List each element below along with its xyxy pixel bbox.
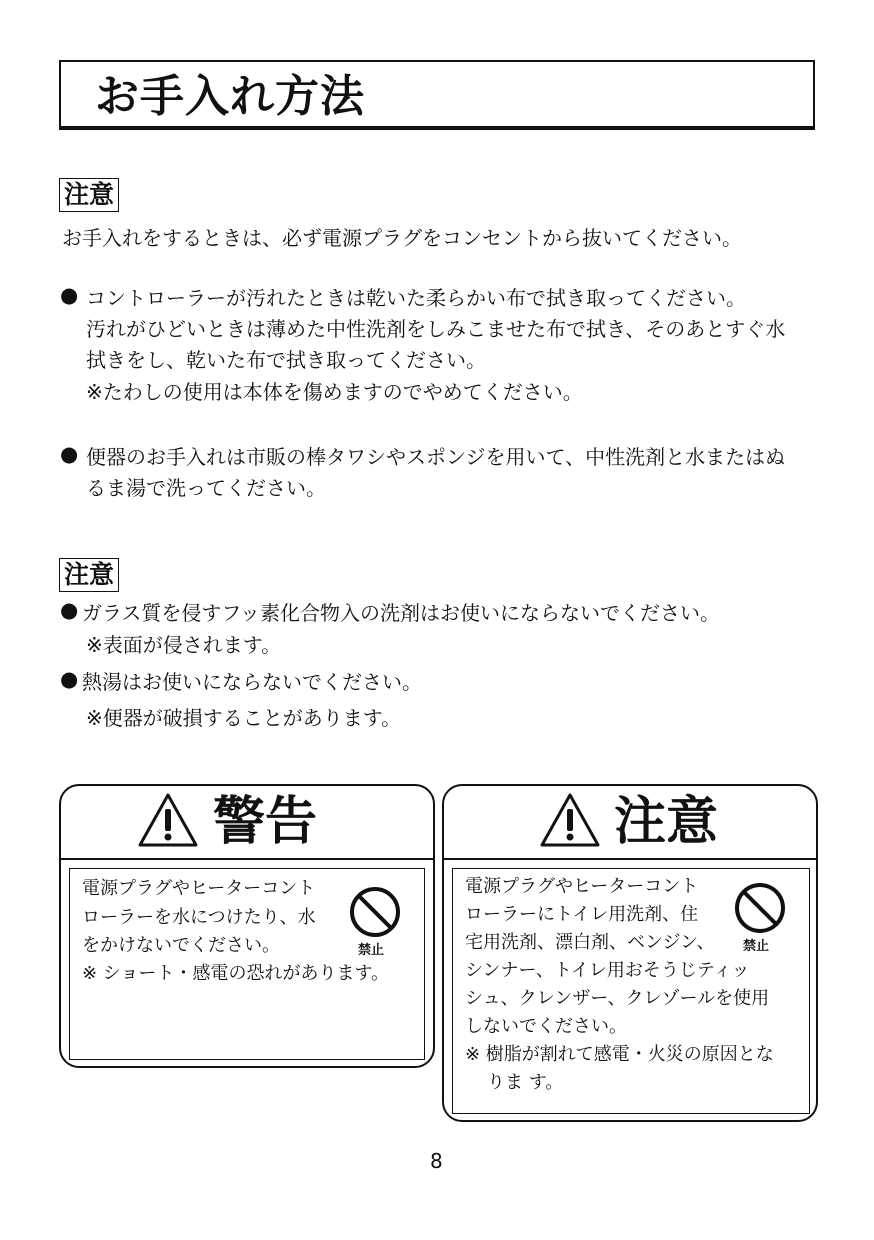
bullet-text: 熱湯はお使いにならないでください。 bbox=[82, 670, 422, 694]
warning-panel-header bbox=[61, 786, 433, 860]
bullet-text: るま湯で洗ってください。 bbox=[86, 476, 326, 500]
warning-text: ローラーを水につけたり、水 bbox=[82, 907, 316, 928]
prohibited-icon bbox=[733, 881, 787, 935]
caution-panel-header bbox=[444, 786, 816, 860]
caution-text: シュ、クレンザー、クレゾールを使用 bbox=[465, 988, 770, 1009]
bullet-marker: ● bbox=[60, 283, 79, 307]
warning-text: 電源プラグやヒーターコント bbox=[82, 878, 316, 899]
prohibit-label: 禁止 bbox=[358, 943, 385, 958]
bullet-text: 汚れがひどいときは薄めた中性洗剤をしみこませた布で拭き、そのあとすぐ水 bbox=[86, 317, 786, 341]
caution-text: シンナー、トイレ用おそうじティッ bbox=[465, 960, 750, 981]
intro-text: お手入れをするときは、必ず電源プラグをコンセントから抜いてください。 bbox=[62, 226, 742, 250]
bullet-text: ガラス質を侵すフッ素化合物入の洗剤はお使いにならないでください。 bbox=[82, 601, 720, 625]
warning-note: ※ ショート・感電の恐れがあります。 bbox=[82, 963, 390, 984]
caution-label: 注意 bbox=[59, 558, 119, 592]
bullet-text: 拭きをし、乾いた布で拭き取ってください。 bbox=[86, 348, 486, 372]
warning-triangle-icon bbox=[137, 792, 199, 848]
caution-text: しないでください。 bbox=[465, 1016, 627, 1037]
bullet-marker: ● bbox=[60, 598, 79, 622]
page-number: 8 bbox=[430, 1149, 443, 1173]
caution-note: りま す。 bbox=[487, 1072, 564, 1093]
caution-label: 注意 bbox=[59, 178, 119, 212]
bullet-text: 便器のお手入れは市販の棒タワシやスポンジを用いて、中性洗剤と水またはぬ bbox=[86, 445, 786, 469]
bullet-text: コントローラーが汚れたときは乾いた柔らかい布で拭き取ってください。 bbox=[86, 286, 746, 310]
page-title: お手入れ方法 bbox=[95, 71, 365, 122]
warning-text: をかけないでください。 bbox=[82, 935, 280, 956]
bullet-note: ※表面が侵されます。 bbox=[86, 633, 282, 657]
warning-triangle-icon bbox=[539, 792, 601, 848]
warning-panel bbox=[59, 784, 435, 1068]
bullet-marker: ● bbox=[60, 667, 79, 691]
caution-note: ※ 樹脂が割れて感電・火災の原因とな bbox=[465, 1044, 774, 1065]
bullet-note: ※便器が破損することがあります。 bbox=[86, 706, 402, 730]
bullet-marker: ● bbox=[60, 442, 79, 466]
caution-panel bbox=[442, 784, 818, 1122]
warning-panel-body bbox=[69, 868, 425, 1060]
title-box bbox=[59, 60, 815, 130]
caution-heading: 注意 bbox=[614, 792, 719, 852]
caution-panel-body bbox=[452, 868, 810, 1114]
bullet-note: ※たわしの使用は本体を傷めますのでやめてください。 bbox=[86, 380, 583, 404]
warning-heading: 警告 bbox=[213, 792, 318, 852]
prohibit-label: 禁止 bbox=[743, 939, 770, 954]
caution-text: ローラーにトイレ用洗剤、住 bbox=[465, 904, 699, 925]
prohibited-icon bbox=[348, 885, 402, 939]
caution-text: 電源プラグやヒーターコント bbox=[465, 876, 699, 897]
caution-text: 宅用洗剤、漂白剤、ベンジン、 bbox=[465, 932, 715, 953]
